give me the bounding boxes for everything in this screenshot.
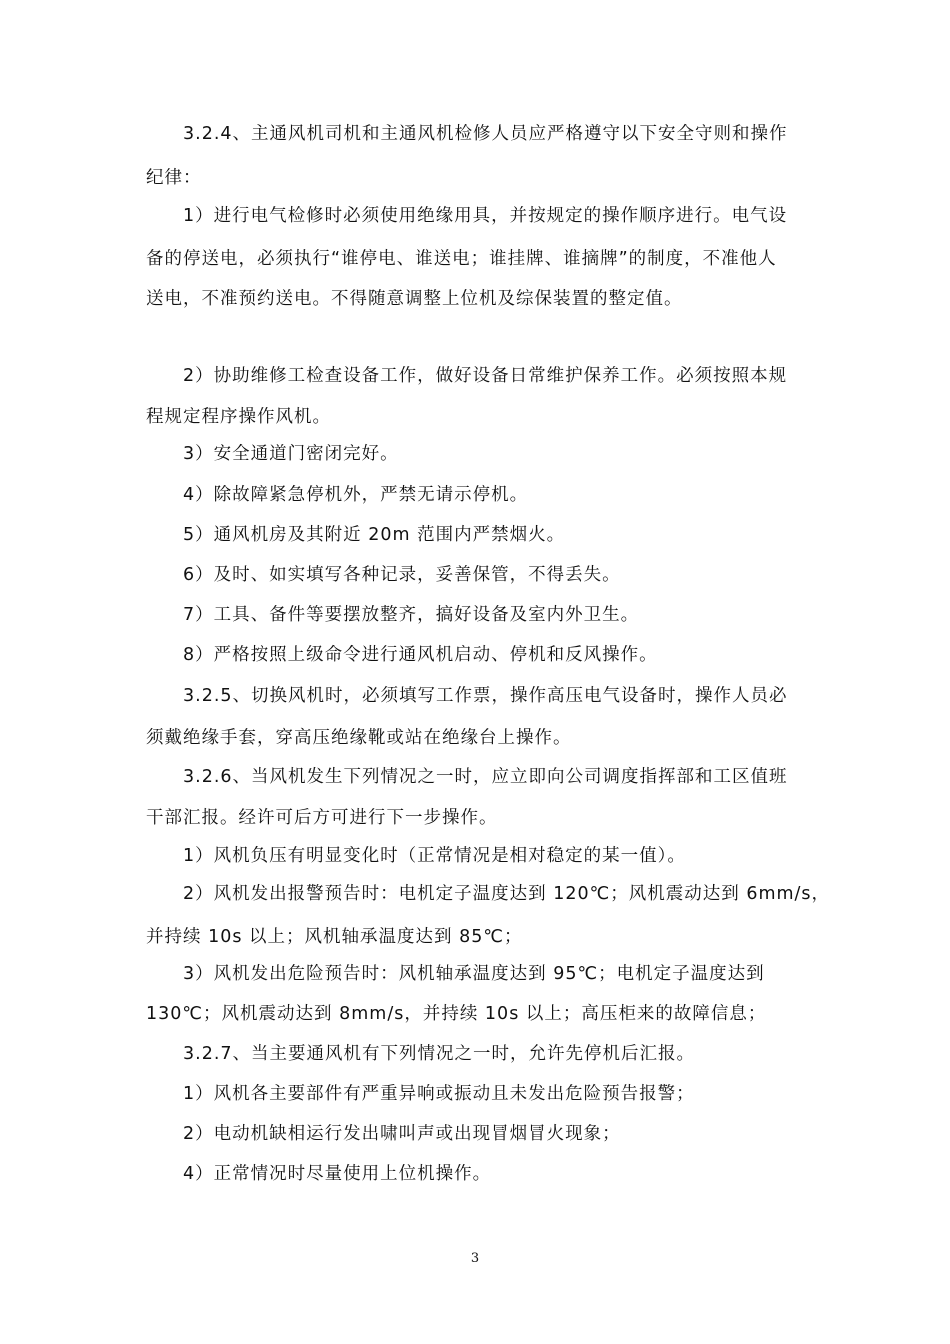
item-3-line: 3）安全通道门密闭完好。 <box>183 444 399 464</box>
item-7-line: 7）工具、备件等要摆放整齐，搞好设备及室内外卫生。 <box>183 605 640 625</box>
item-1-line-3: 送电，不准预约送电。不得随意调整上位机及综保装置的整定值。 <box>146 289 683 309</box>
item-4-line: 4）除故障紧急停机外，严禁无请示停机。 <box>183 485 529 505</box>
paragraph-3-2-7-line: 3.2.7、当主要通风机有下列情况之一时，允许先停机后汇报。 <box>183 1044 696 1064</box>
page-number: 3 <box>470 1251 480 1266</box>
item-1-line-2: 备的停送电，必须执行“谁停电、谁送电；谁挂牌、谁摘牌”的制度，不准他人 <box>146 249 777 269</box>
item-8-line: 8）严格按照上级命令进行通风机启动、停机和反风操作。 <box>183 645 658 665</box>
stop-case-2-line: 2）电动机缺相运行发出啸叫声或出现冒烟冒火现象； <box>183 1124 621 1144</box>
stop-case-1-line: 1）风机各主要部件有严重异响或振动且未发出危险预告报警； <box>183 1084 695 1104</box>
item-2-line-2: 程规定程序操作风机。 <box>146 407 331 427</box>
item-2-line-1: 2）协助维修工检查设备工作，做好设备日常维护保养工作。必须按照本规 <box>183 366 788 386</box>
paragraph-3-2-5-line-2: 须戴绝缘手套，穿高压绝缘靴或站在绝缘台上操作。 <box>146 728 572 748</box>
paragraph-3-2-6-line-1: 3.2.6、当风机发生下列情况之一时，应立即向公司调度指挥部和工区值班 <box>183 767 788 787</box>
case-1-line: 1）风机负压有明显变化时（正常情况是相对稳定的某一值）。 <box>183 846 686 866</box>
stop-case-4-line: 4）正常情况时尽量使用上位机操作。 <box>183 1164 492 1184</box>
case-3-line-2: 130℃；风机震动达到 8mm/s，并持续 10s 以上；高压柜来的故障信息； <box>146 1004 767 1024</box>
item-6-line: 6）及时、如实填写各种记录，妥善保管，不得丢失。 <box>183 565 621 585</box>
case-2-line-2: 并持续 10s 以上；风机轴承温度达到 85℃； <box>146 927 523 947</box>
case-2-line-1: 2）风机发出报警预告时：电机定子温度达到 120℃；风机震动达到 6mm/s， <box>183 884 831 904</box>
paragraph-3-2-4-line-2: 纪律： <box>146 168 202 188</box>
paragraph-3-2-5-line-1: 3.2.5、切换风机时，必须填写工作票，操作高压电气设备时，操作人员必 <box>183 686 788 706</box>
paragraph-3-2-6-line-2: 干部汇报。经许可后方可进行下一步操作。 <box>146 808 498 828</box>
paragraph-3-2-4-line-1: 3.2.4、主通风机司机和主通风机检修人员应严格遵守以下安全守则和操作 <box>183 124 788 144</box>
item-1-line-1: 1）进行电气检修时必须使用绝缘用具，并按规定的操作顺序进行。电气设 <box>183 206 788 226</box>
item-5-line: 5）通风机房及其附近 20m 范围内严禁烟火。 <box>183 525 566 545</box>
case-3-line-1: 3）风机发出危险预告时：风机轴承温度达到 95℃；电机定子温度达到 <box>183 964 765 984</box>
